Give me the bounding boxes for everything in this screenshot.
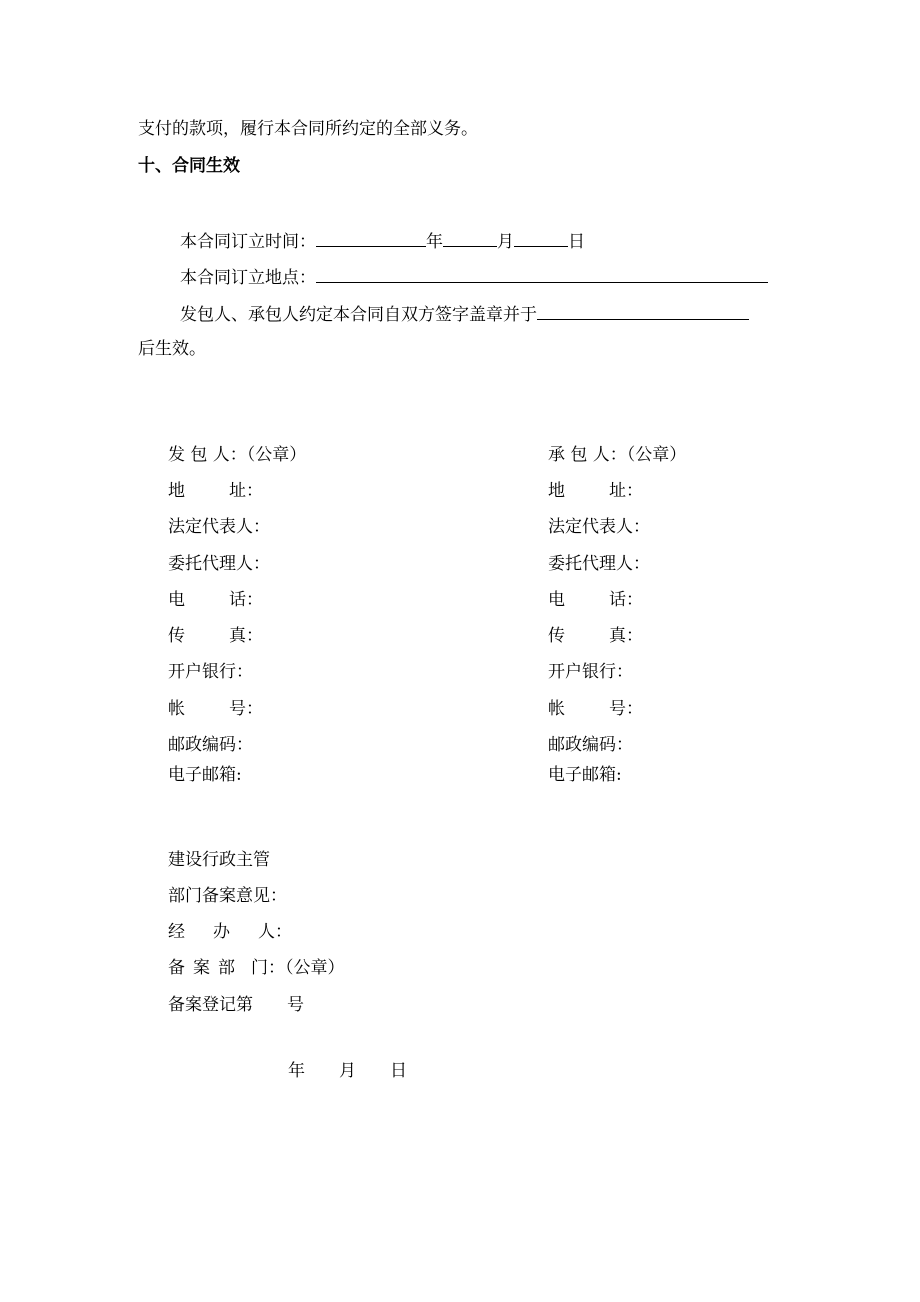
effect-clause-blank[interactable] xyxy=(537,301,749,320)
employer-agent: 委托代理人： xyxy=(168,554,270,574)
sign-time-year-blank[interactable] xyxy=(316,228,426,247)
filing-authority-line2: 部门备案意见： xyxy=(168,886,287,906)
sign-time-month-unit: 月 xyxy=(497,232,514,252)
intro-tail-text: 支付的款项，履行本合同所约定的全部义务。 xyxy=(138,119,478,139)
sign-place-label: 本合同订立地点： xyxy=(180,268,316,288)
sign-time-day-blank[interactable] xyxy=(514,228,568,247)
effect-clause-text: 发包人、承包人约定本合同自双方签字盖章并于 xyxy=(180,305,537,325)
employer-phone: 电 话： xyxy=(168,590,263,610)
filing-register: 备案登记第 号 xyxy=(168,995,304,1015)
contractor-phone: 电 话： xyxy=(548,590,643,610)
contractor-bank: 开户银行： xyxy=(548,662,633,682)
filing-dept: 备 案 部 门：（公章） xyxy=(168,958,345,978)
contractor-postcode: 邮政编码： xyxy=(548,735,633,755)
contractor-account: 帐 号： xyxy=(548,699,643,719)
contractor-legal-rep: 法定代表人： xyxy=(548,517,650,537)
sign-time-day-unit: 日 xyxy=(568,232,585,252)
contractor-address: 地 址： xyxy=(548,481,643,501)
filing-authority-line1: 建设行政主管 xyxy=(168,850,270,870)
contractor-email: 电子邮箱: xyxy=(548,765,622,785)
employer-fax: 传 真： xyxy=(168,626,263,646)
effect-clause-row xyxy=(180,301,749,326)
sign-time-year-unit: 年 xyxy=(426,232,443,252)
sign-time-label: 本合同订立时间： xyxy=(180,232,316,252)
employer-postcode: 邮政编码： xyxy=(168,735,253,755)
employer-bank: 开户银行： xyxy=(168,662,253,682)
contractor-fax: 传 真： xyxy=(548,626,643,646)
section-title: 十、合同生效 xyxy=(138,156,240,176)
filing-handler: 经 办 人： xyxy=(168,922,292,942)
filing-date: 年 月 日 xyxy=(288,1061,407,1081)
effect-clause-tail: 后生效。 xyxy=(138,339,206,359)
sign-place-row xyxy=(180,264,768,289)
sign-time-row xyxy=(180,228,585,253)
contractor-party: 承 包 人：（公章） xyxy=(548,445,687,465)
employer-account: 帐 号： xyxy=(168,699,263,719)
employer-legal-rep: 法定代表人： xyxy=(168,517,270,537)
employer-email: 电子邮箱: xyxy=(168,765,242,785)
employer-address: 地 址： xyxy=(168,481,263,501)
employer-party: 发 包 人：（公章） xyxy=(168,445,307,465)
sign-place-blank[interactable] xyxy=(316,264,768,283)
sign-time-month-blank[interactable] xyxy=(443,228,497,247)
contractor-agent: 委托代理人： xyxy=(548,554,650,574)
